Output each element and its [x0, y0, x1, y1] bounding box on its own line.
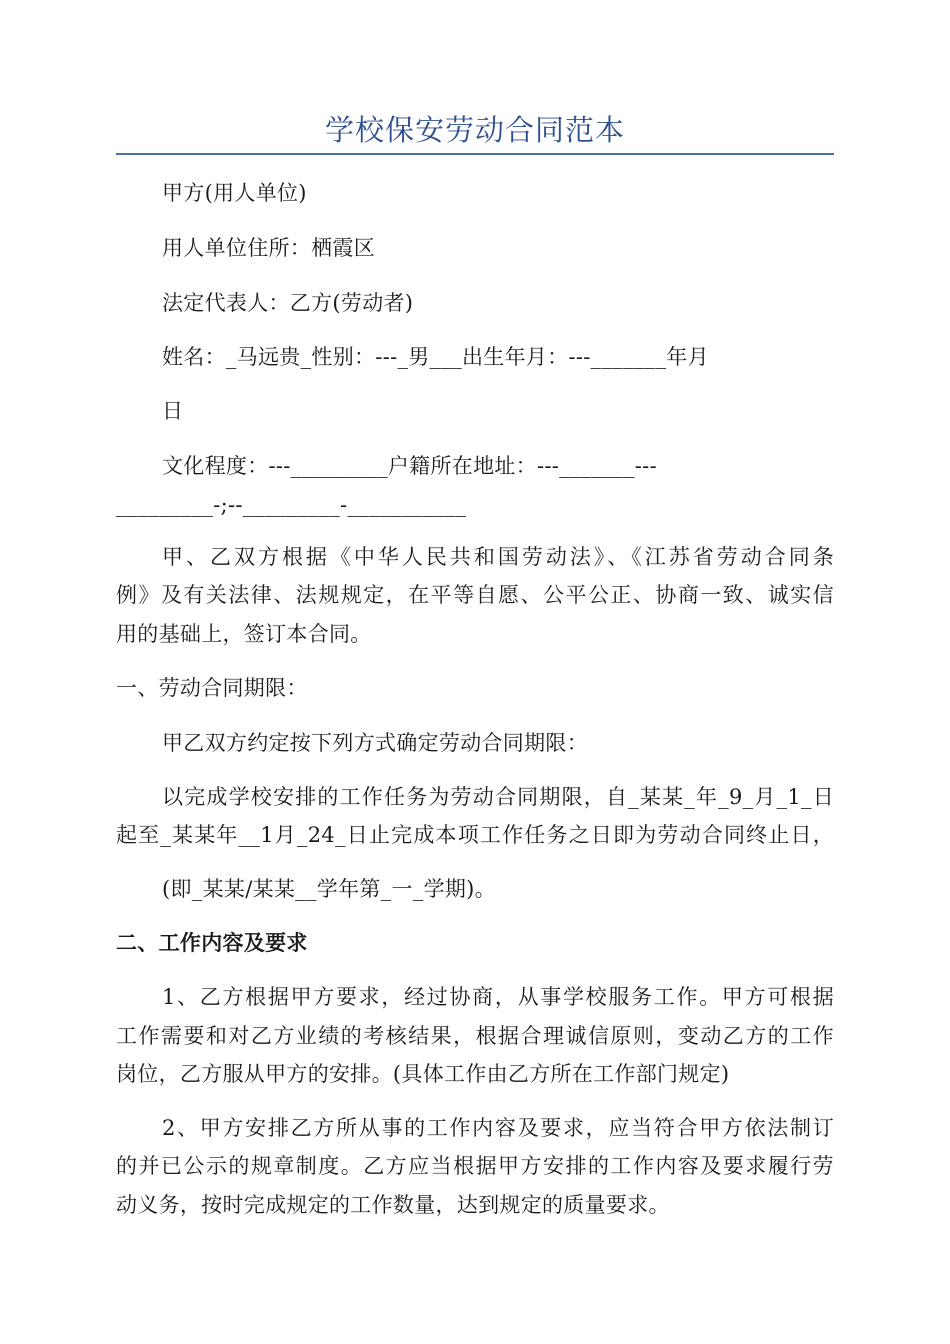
section-1-intro: 甲乙双方约定按下列方式确定劳动合同期限：: [162, 731, 588, 755]
clause-2-line: 2、甲方安排乙方所从事的工作内容及要求，应当符合甲方依法制订: [162, 1116, 834, 1140]
clause-1-line: 工作需要和对乙方业绩的考核结果，根据合理诚信原则，变动乙方的工作: [116, 1024, 834, 1048]
section-1-heading: 一、劳动合同期限：: [116, 676, 308, 700]
title-underline: [116, 153, 834, 155]
education-line: 文化程度：---_________户籍所在地址：---_______---: [162, 454, 657, 478]
clause-1-line: 岗位，乙方服从甲方的安排。(具体工作由乙方所在工作部门规定): [116, 1062, 730, 1086]
clause-1-line: 1、乙方根据甲方要求，经过协商，从事学校服务工作。甲方可根据: [162, 985, 834, 1009]
clause-2-line: 的并已公示的规章制度。乙方应当根据甲方安排的工作内容及要求履行劳: [116, 1154, 834, 1178]
day-line: 日: [162, 399, 184, 423]
clause-2-line: 动义务，按时完成规定的工作数量，达到规定的质量要求。: [116, 1193, 670, 1217]
address-continuation-line: _________-;--_________-___________: [116, 493, 467, 517]
employer-address-line: 用人单位住所：栖霞区: [162, 236, 375, 260]
legal-rep-line: 法定代表人：乙方(劳动者): [162, 291, 414, 315]
term-line: 起至_某某年__1月_24_日止完成本项工作任务之日即为劳动合同终止日，: [116, 823, 834, 847]
section-2-heading: 二、工作内容及要求: [116, 930, 308, 955]
name-line: 姓名：_马远贵_性别：---_男___出生年月：---_______年月: [162, 345, 709, 369]
preamble-line: 用的基础上，签订本合同。: [116, 622, 372, 646]
term-line: 以完成学校安排的工作任务为劳动合同期限，自_某某_年_9_月_1_日: [162, 785, 834, 809]
party-a-line: 甲方(用人单位): [162, 181, 307, 205]
semester-line: (即_某某/某某__学年第_一_学期)。: [162, 877, 496, 901]
document-title: 学校保安劳动合同范本: [324, 113, 625, 147]
preamble-line: 例》及有关法律、法规规定，在平等自愿、公平公正、协商一致、诚实信: [116, 583, 834, 607]
preamble-line: 甲、乙双方根据《中华人民共和国劳动法》、《江苏省劳动合同条: [162, 545, 834, 569]
